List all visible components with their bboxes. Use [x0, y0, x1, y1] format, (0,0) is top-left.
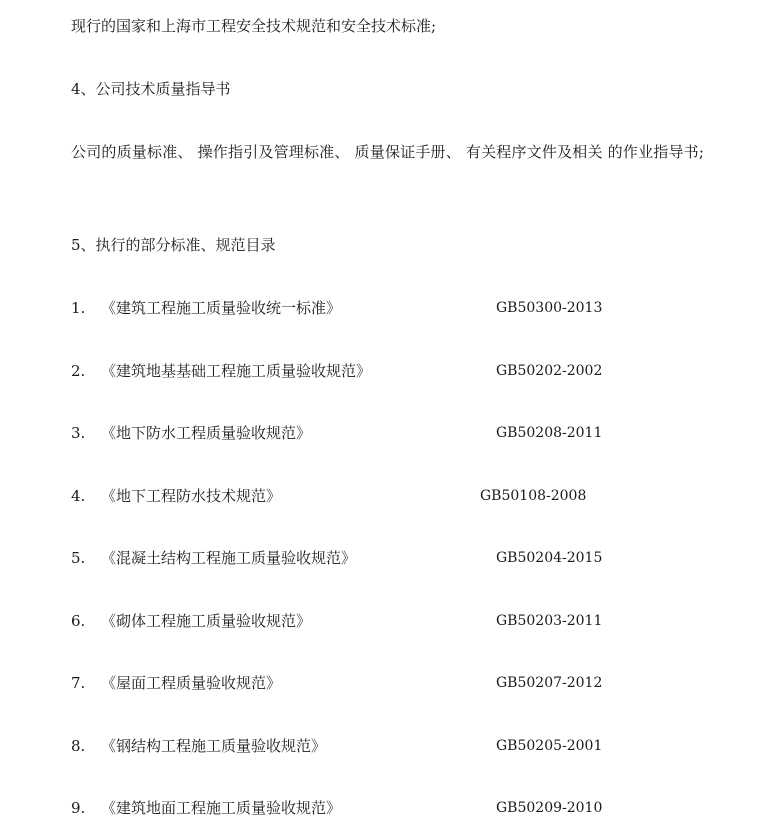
item-code: GB50204-2015: [496, 550, 603, 566]
item-number: 5.: [71, 549, 86, 567]
item-number: 8.: [71, 737, 86, 755]
standard-list-item: [71, 673, 711, 693]
standard-list-item: [71, 361, 711, 381]
item-title: 《砌体工程施工质量验收规范》: [101, 612, 312, 630]
item-code: GB50203-2011: [496, 613, 603, 629]
item-title: 《屋面工程质量验收规范》: [101, 674, 282, 692]
standard-list-item: [71, 486, 711, 506]
item-code: GB50300-2013: [496, 300, 603, 316]
standard-list-item: [71, 548, 711, 568]
intro-line: 现行的国家和上海市工程安全技术规范和安全技术标准;: [71, 17, 437, 35]
item-code: GB50208-2011: [496, 425, 603, 441]
item-number: 6.: [71, 612, 86, 630]
standard-list-item: [71, 736, 711, 756]
item-code: GB50202-2002: [496, 363, 603, 379]
item-code: GB50108-2008: [480, 488, 587, 504]
item-code: GB50209-2010: [496, 800, 603, 816]
item-number: 1.: [71, 299, 86, 317]
item-number: 7.: [71, 674, 86, 692]
item-code: GB50207-2012: [496, 675, 603, 691]
item-title: 《钢结构工程施工质量验收规范》: [101, 737, 327, 755]
standard-list-item: [71, 798, 711, 818]
standard-list-item: [71, 298, 711, 318]
item-number: 2.: [71, 362, 86, 380]
item-title: 《地下工程防水技术规范》: [101, 487, 282, 505]
section-4-body: 公司的质量标准、 操作指引及管理标准、 质量保证手册、 有关程序文件及相关 的作业指导书;: [71, 143, 705, 161]
item-title: 《建筑地面工程施工质量验收规范》: [101, 799, 342, 817]
section-4-heading: 4、公司技术质量指导书: [71, 80, 231, 98]
item-number: 3.: [71, 424, 86, 442]
item-number: 9.: [71, 799, 86, 817]
standard-list-item: [71, 423, 711, 443]
standard-list-item: [71, 611, 711, 631]
item-title: 《混凝土结构工程施工质量验收规范》: [101, 549, 357, 567]
item-title: 《地下防水工程质量验收规范》: [101, 424, 312, 442]
item-title: 《建筑工程施工质量验收统一标准》: [101, 299, 342, 317]
item-title: 《建筑地基基础工程施工质量验收规范》: [101, 362, 372, 380]
item-code: GB50205-2001: [496, 738, 603, 754]
item-number: 4.: [71, 487, 86, 505]
section-5-heading: 5、执行的部分标准、规范目录: [71, 236, 276, 254]
